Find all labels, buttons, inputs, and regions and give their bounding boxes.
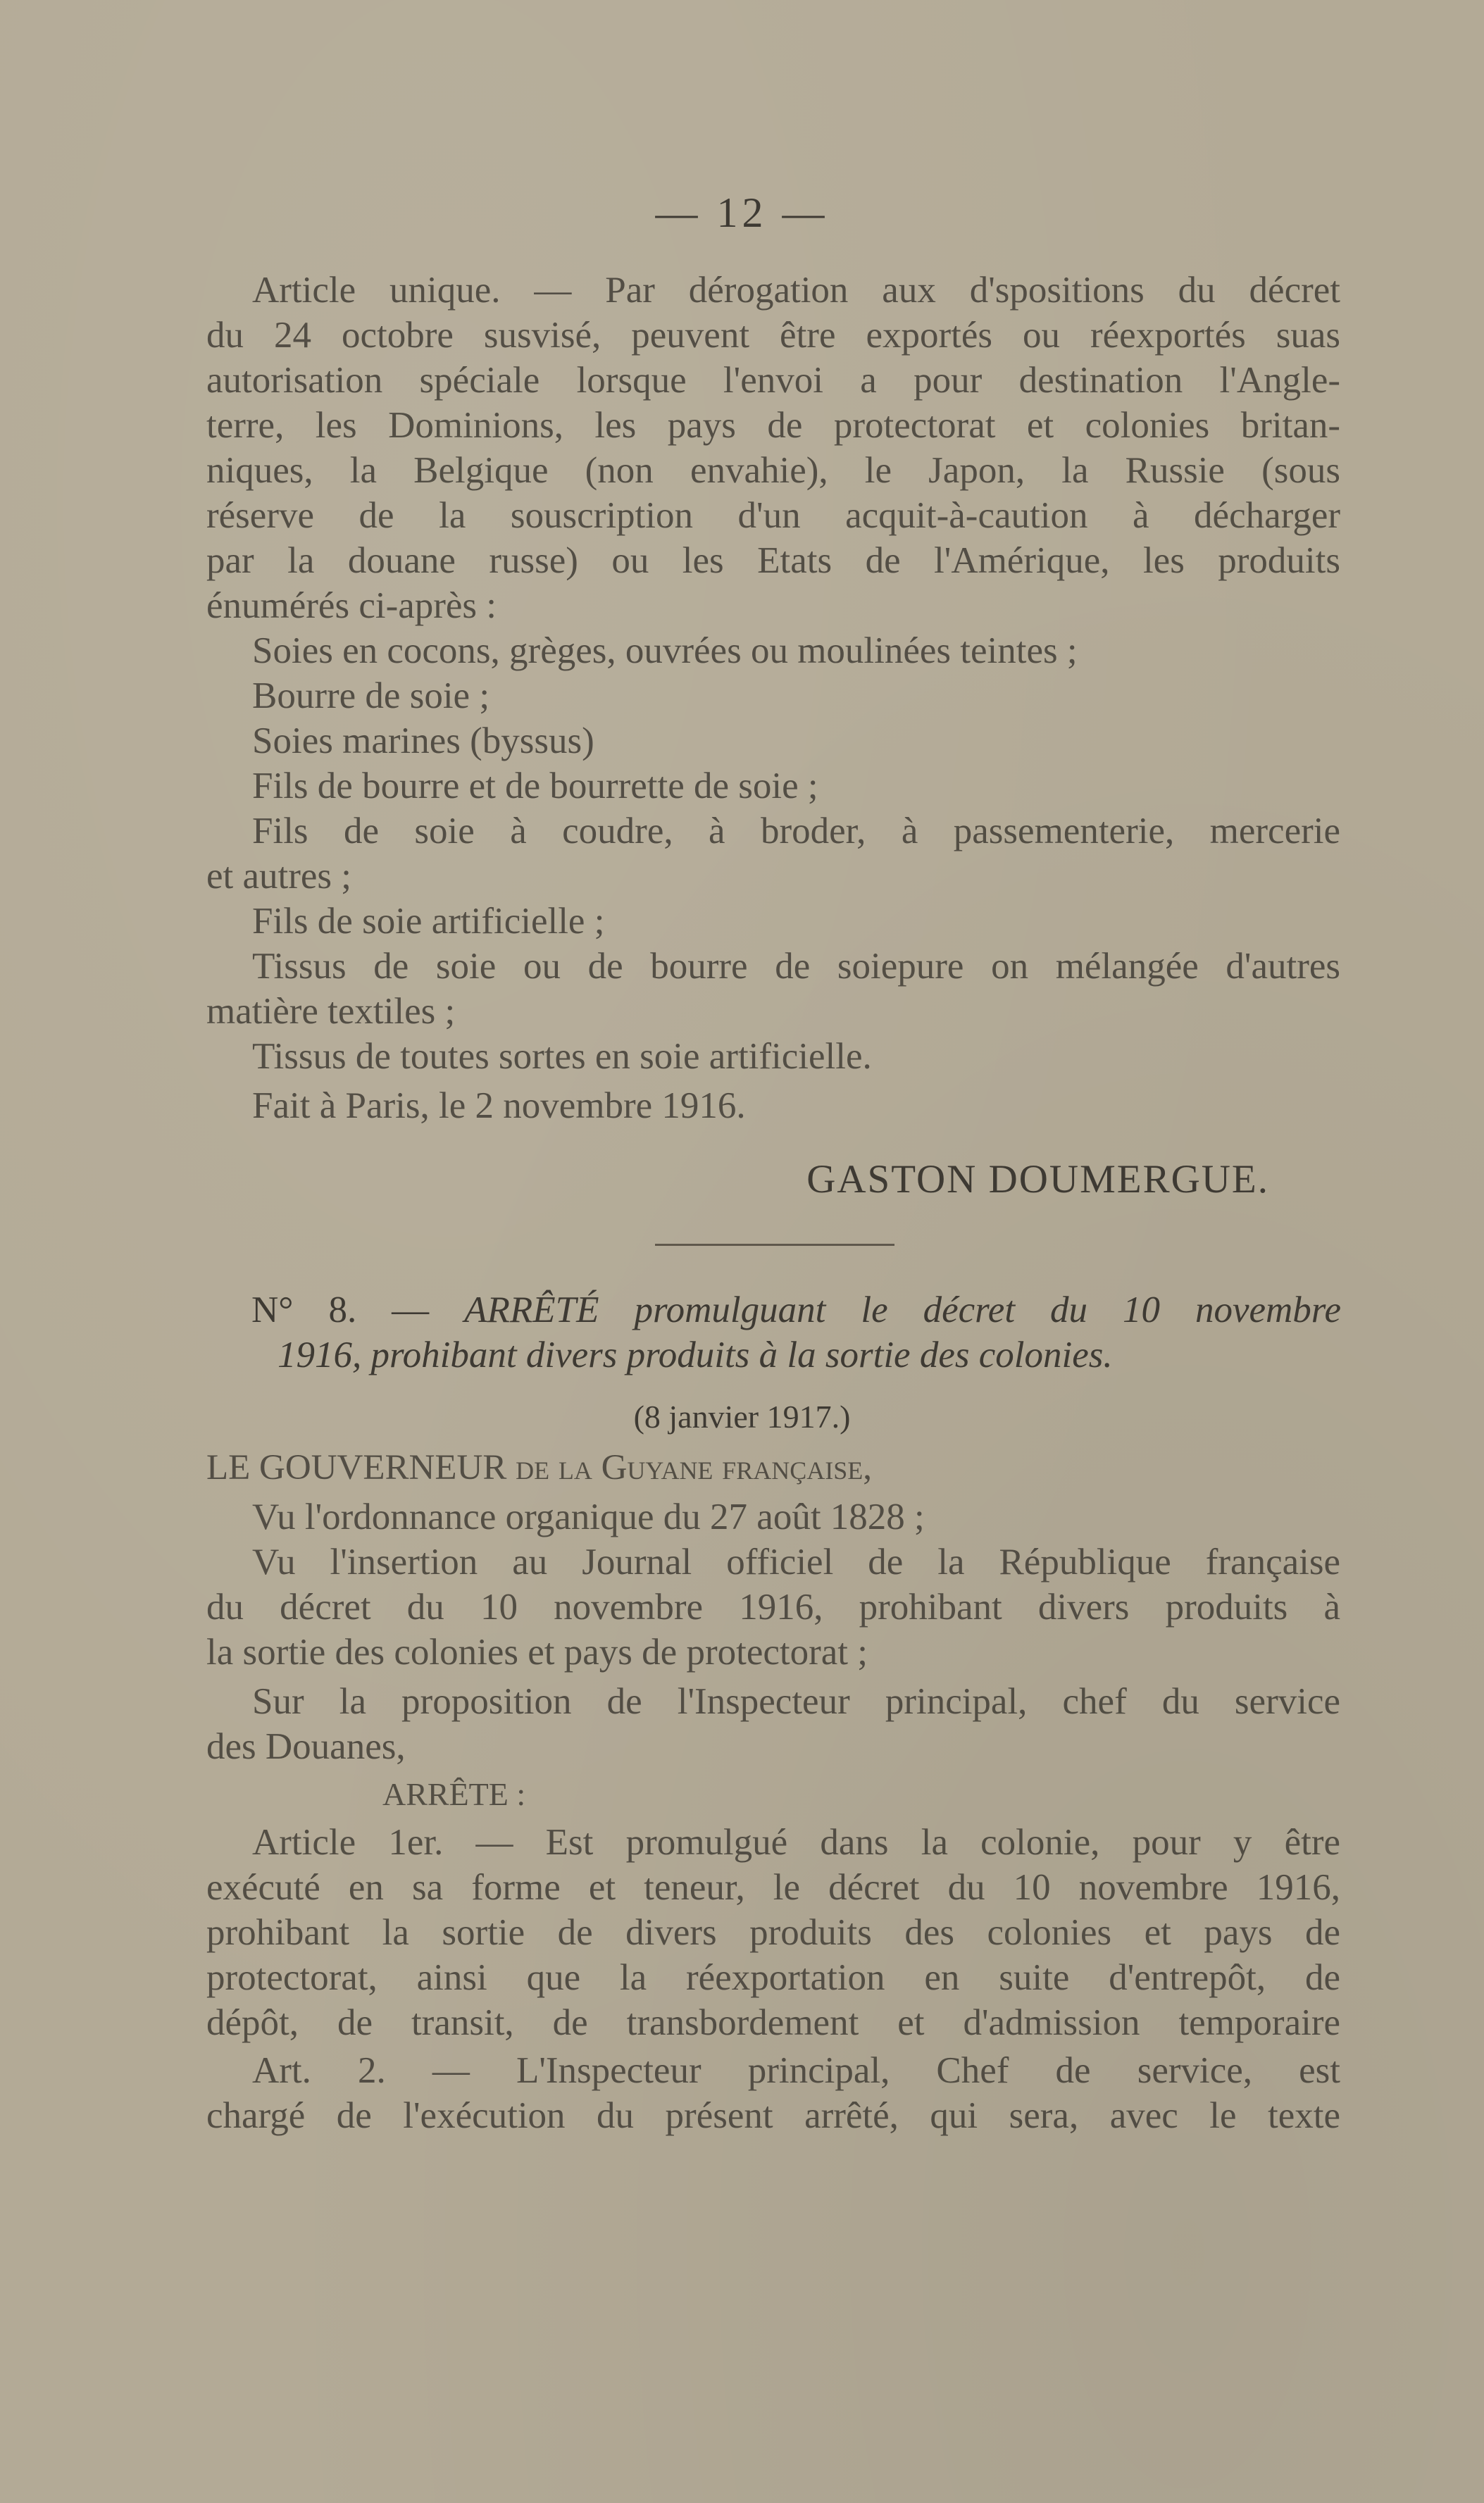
- article-1-line: prohibant la sortie de divers produits des colonies et pays de: [206, 1912, 1340, 1953]
- article-1-line: dépôt, de transit, de transbordement et d'admission temporaire: [206, 2002, 1340, 2043]
- product-item: Fils de soie artificielle ;: [252, 901, 605, 942]
- section-divider: [655, 1244, 894, 1246]
- text-line: niques, la Belgique (non envahie), le Japon, la Russie (sous: [206, 450, 1340, 491]
- text-line: Article unique. — Par dérogation aux d'spositions du décret: [252, 270, 1340, 311]
- product-item-continued: et autres ;: [206, 856, 352, 897]
- decree-title-line-1: [206, 1287, 1341, 1332]
- product-item: Soies marines (byssus): [252, 720, 594, 761]
- product-item: Tissus de soie ou de bourre de soiepure on mélangée d'autres: [252, 946, 1340, 987]
- governor-line: LE GOUVERNEUR de la Guyane française,: [206, 1448, 872, 1487]
- vu-ordonnance: Vu l'ordonnance organique du 27 août 1828 ;: [252, 1497, 925, 1537]
- text-line: énumérés ci-après :: [206, 585, 497, 626]
- decree-body: [206, 1445, 1340, 2138]
- product-item: Fils de soie à coudre, à broder, à passementerie, mercerie: [252, 811, 1340, 851]
- text-line: du 24 octobre susvisé, peuvent être exportés ou réexportés suas: [206, 315, 1340, 356]
- product-item: Fils de bourre et de bourrette de soie ;: [252, 766, 818, 806]
- article-2-line: chargé de l'exécution du présent arrêté, qui sera, avec le texte: [206, 2095, 1340, 2136]
- text-line: terre, les Dominions, les pays de protectorat et colonies britan-: [206, 405, 1340, 446]
- vu-insertion-line: du décret du 10 novembre 1916, prohibant divers produits à: [206, 1587, 1340, 1628]
- decree-date: (8 janvier 1917.): [633, 1399, 851, 1435]
- product-item: Bourre de soie ;: [252, 675, 490, 716]
- product-item: Tissus de toutes sortes en soie artificielle.: [252, 1036, 872, 1077]
- text-line: réserve de la souscription d'un acquit-à-caution à décharger: [206, 495, 1340, 536]
- article-1-line: protectorat, ainsi que la réexportation en suite d'entrepôt, de: [206, 1957, 1340, 1998]
- article-1-line: exécuté en sa forme et teneur, le décret du 10 novembre 1916,: [206, 1867, 1340, 1908]
- done-at-line: Fait à Paris, le 2 novembre 1916.: [252, 1085, 746, 1126]
- vu-insertion-line: la sortie des colonies et pays de protectorat ;: [206, 1632, 868, 1673]
- article-2-line: Art. 2. — L'Inspecteur principal, Chef de service, est: [252, 2050, 1340, 2091]
- page-number: — 12 —: [655, 189, 829, 236]
- arrete-heading: ARRÊTE :: [382, 1776, 526, 1812]
- vu-insertion-line: Vu l'insertion au Journal officiel de la République française: [252, 1542, 1340, 1583]
- article-unique: [206, 268, 1340, 1128]
- text-line: autorisation spéciale lorsque l'envoi a pour destination l'Angle-: [206, 360, 1340, 401]
- decree-title-line-2: 1916, prohibant divers produits à la sortie des colonies.: [278, 1335, 1113, 1375]
- decree-title-text: ARRÊTÉ promulguant le décret du 10 novembre: [464, 1290, 1341, 1330]
- sur-proposition-line: des Douanes,: [206, 1726, 406, 1767]
- product-item: Soies en cocons, grèges, ouvrées ou moulinées teintes ;: [252, 630, 1078, 671]
- decree-number: N° 8. —: [251, 1290, 430, 1330]
- sur-proposition-line: Sur la proposition de l'Inspecteur principal, chef du service: [252, 1681, 1340, 1722]
- signature: GASTON DOUMERGUE.: [806, 1157, 1269, 1201]
- article-1-line: Article 1er. — Est promulgué dans la colonie, pour y être: [252, 1822, 1340, 1863]
- text-line: par la douane russe) ou les Etats de l'Amérique, les produits: [206, 540, 1340, 581]
- decree-title: [206, 1287, 1341, 1378]
- product-item-continued: matière textiles ;: [206, 991, 456, 1032]
